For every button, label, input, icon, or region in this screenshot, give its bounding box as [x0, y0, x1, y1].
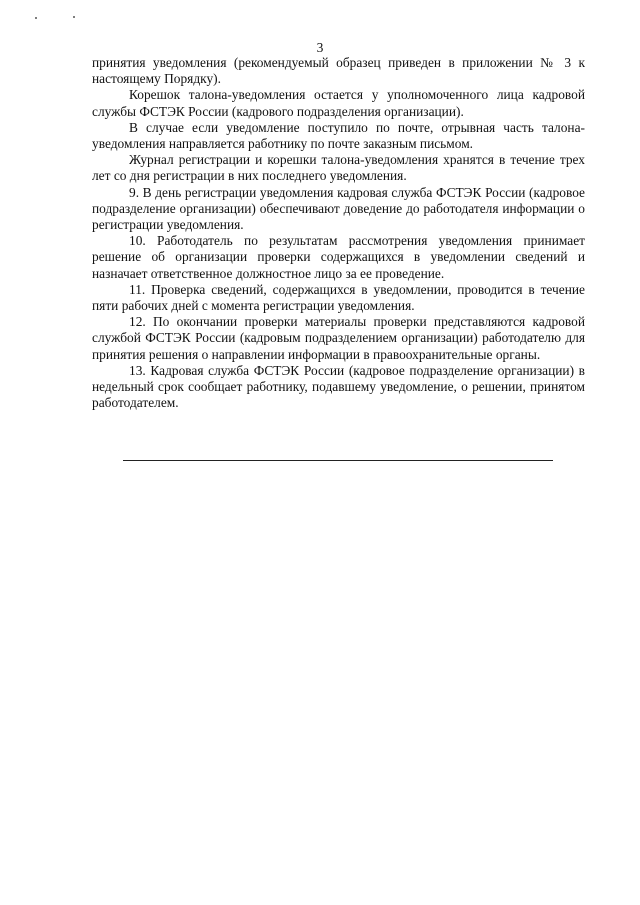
paragraph-mail: В случае если уведомление поступило по почте, отрывная часть талона-уведомления направляется работнику по почте заказным письмом.: [92, 119, 585, 152]
paragraph-continuation: принятия уведомления (рекомендуемый образец приведен в приложении № 3 к настоящему Порядку).: [92, 55, 585, 87]
scan-speck: [73, 16, 75, 18]
paragraph-item-10: 10. Работодатель по результатам рассмотрения уведомления принимает решение об организации проверки содержащихся в уведомлении сведений и назначает ответственное должностное лицо за ее проведение.: [92, 233, 585, 281]
paragraph-item-13: 13. Кадровая служба ФСТЭК России (кадровое подразделение организации) в недельный срок сообщает работнику, подавшему уведомление, о решении, принятом работодателем.: [92, 362, 585, 411]
paragraph-item-12: 12. По окончании проверки материалы проверки представляются кадровой службой ФСТЭК России (кадровым подразделением организации) работодателю для принятия решения о направлении информации в правоохранительные органы.: [92, 314, 585, 362]
page-number: 3: [316, 40, 324, 55]
paragraph-item-11: 11. Проверка сведений, содержащихся в уведомлении, проводится в течение пяти рабочих дней с момента регистрации уведомления.: [92, 281, 585, 314]
paragraph-journal-storage: Журнал регистрации и корешки талона-уведомления хранятся в течение трех лет со дня регистрации в них последнего уведомления.: [92, 152, 585, 184]
document-body: [92, 55, 585, 411]
paragraph-item-9: 9. В день регистрации уведомления кадровая служба ФСТЭК России (кадровое подразделение организации) обеспечивают доведение до работодателя информации о регистрации уведомления.: [92, 184, 585, 233]
paragraph-counterfoil: Корешок талона-уведомления остается у уполномоченного лица кадровой службы ФСТЭК России (кадрового подразделения организации).: [92, 87, 585, 119]
scan-speck: [35, 17, 37, 19]
end-of-document-rule: [123, 460, 553, 461]
